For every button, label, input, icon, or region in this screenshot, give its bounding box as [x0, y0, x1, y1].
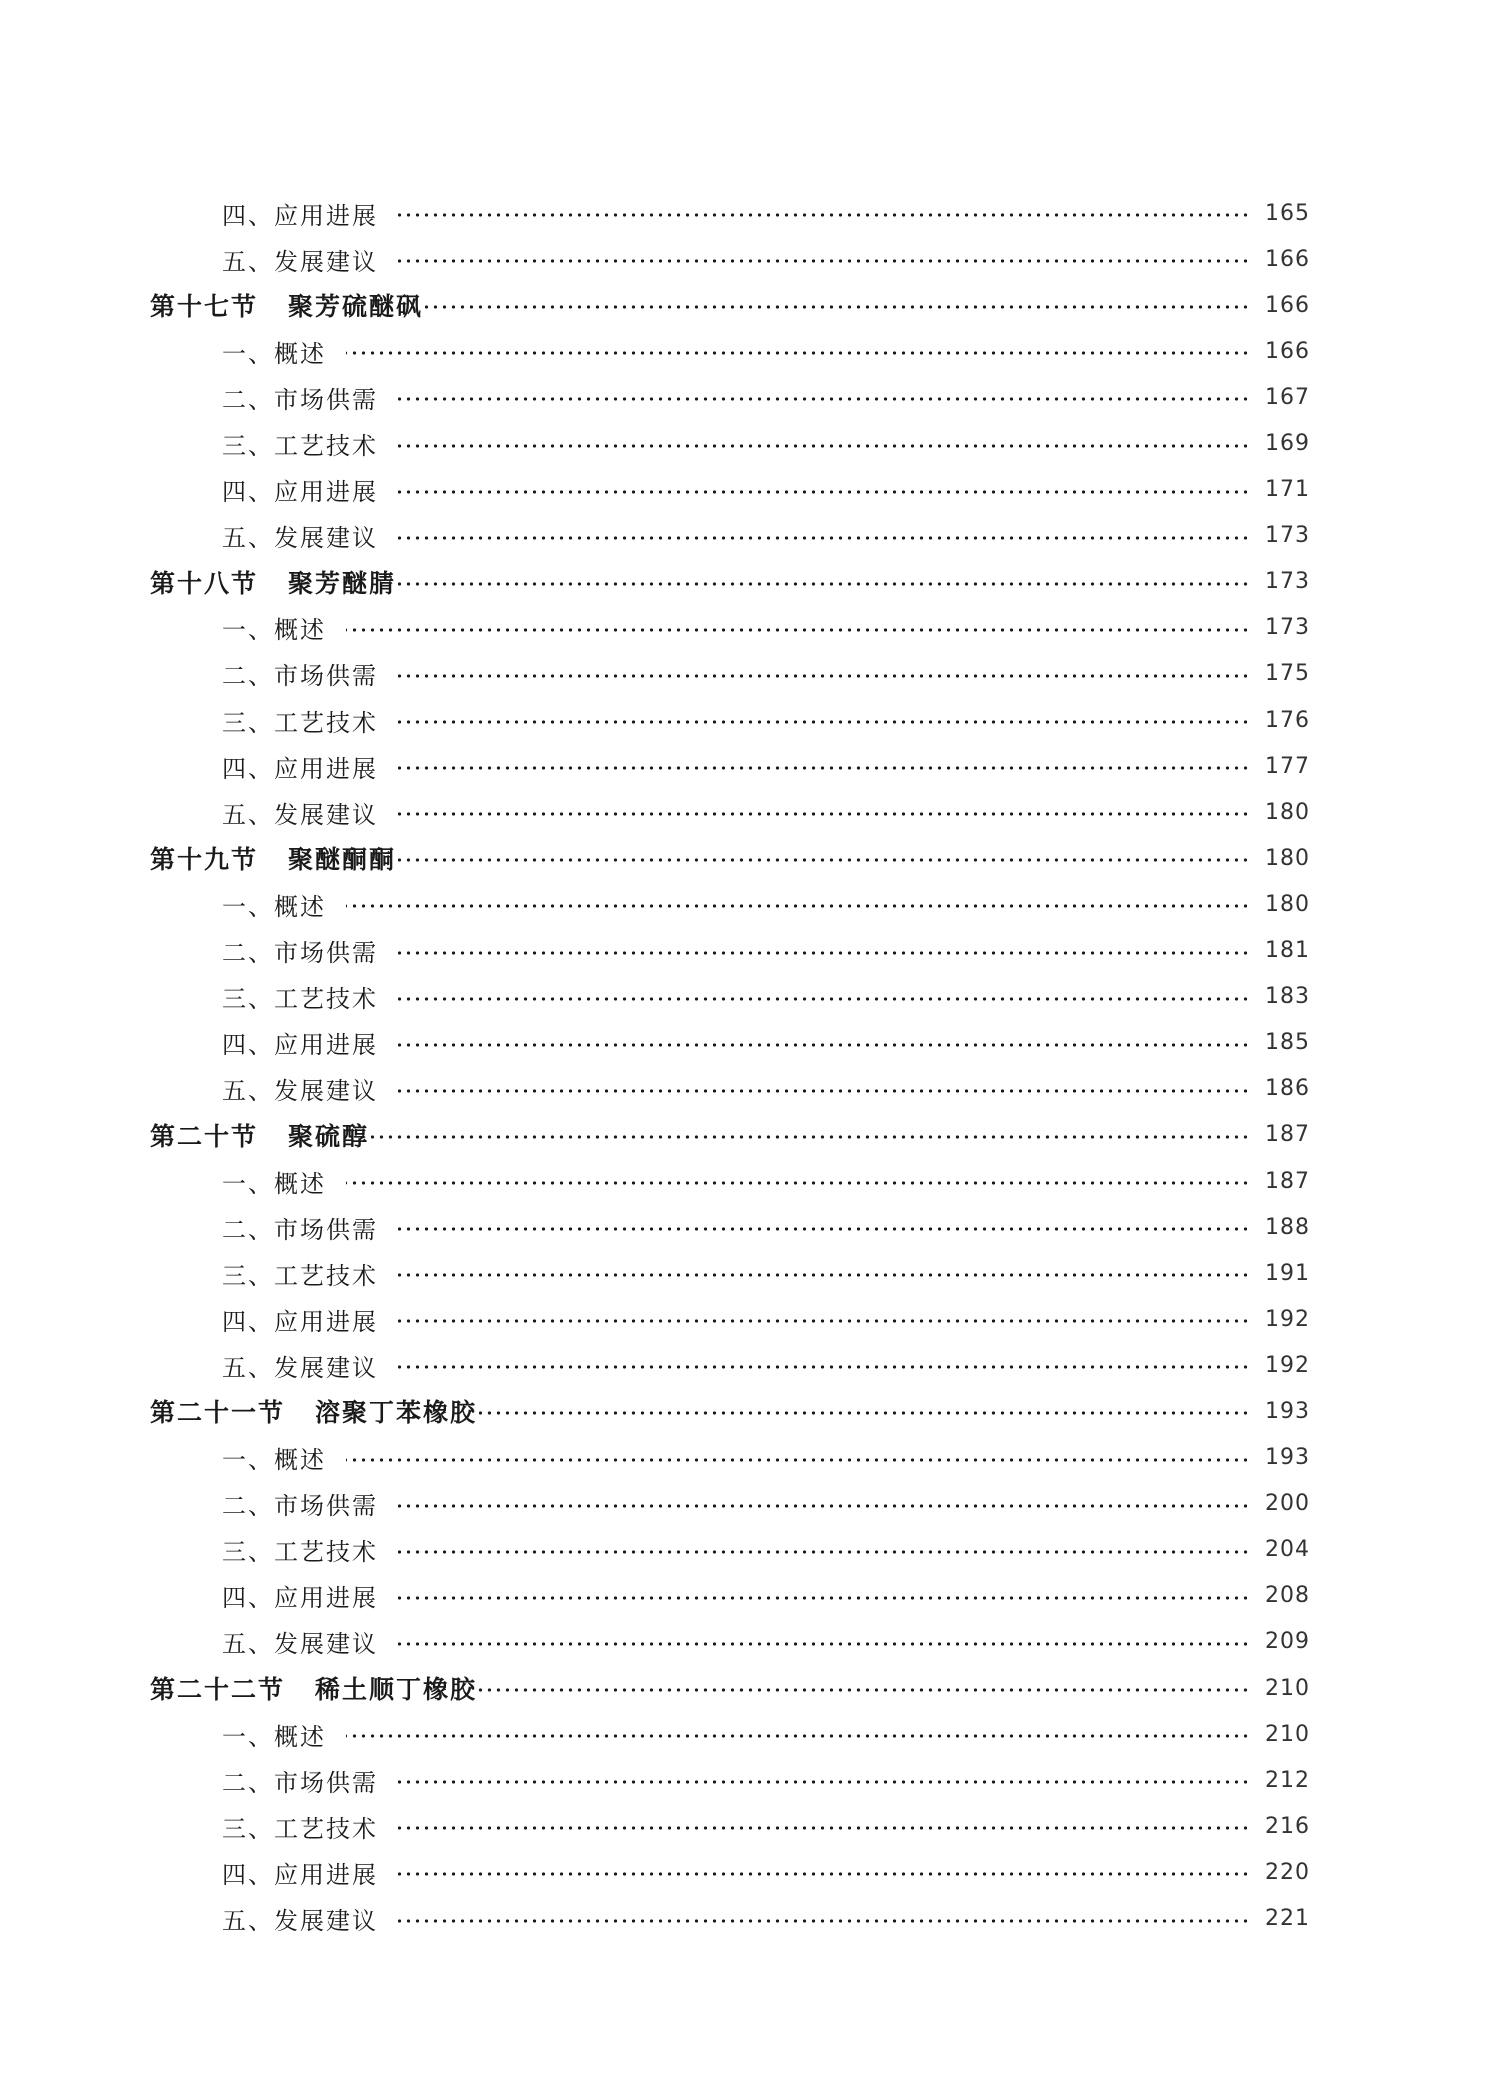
- dot-leader: [398, 996, 1250, 1002]
- dot-leader: [479, 1687, 1250, 1693]
- page-number: 210: [1265, 1721, 1310, 1747]
- dot-leader: [398, 719, 1250, 725]
- toc-subsection-entry[interactable]: [150, 1435, 1310, 1481]
- dot-leader: [398, 443, 1250, 449]
- toc-subsection-entry[interactable]: [150, 328, 1310, 374]
- dot-leader: [398, 581, 1250, 587]
- toc-subsection-entry[interactable]: [150, 1204, 1310, 1250]
- section-number: 第二十节: [150, 1121, 259, 1151]
- dot-leader: [398, 1272, 1250, 1278]
- toc-section-heading: [150, 1670, 477, 1706]
- page-number: 165: [1265, 200, 1310, 226]
- toc-subsection-label: 四、应用进展: [222, 1031, 378, 1060]
- toc-subsection-label: 三、工艺技术: [222, 1261, 378, 1290]
- toc-subsection-entry[interactable]: [150, 1066, 1310, 1112]
- page-number: 192: [1265, 1306, 1310, 1332]
- toc-section-heading: [150, 1393, 477, 1429]
- page-number: 176: [1265, 707, 1310, 733]
- section-title: 聚醚酮酮: [288, 845, 397, 875]
- toc-section-entry[interactable]: [150, 835, 1310, 881]
- toc-subsection-label: 五、发展建议: [222, 1353, 378, 1382]
- toc-section-heading: [150, 287, 423, 323]
- dot-leader: [398, 1871, 1250, 1877]
- dot-leader: [398, 1825, 1250, 1831]
- toc-subsection-entry[interactable]: [150, 190, 1310, 236]
- page-number: 180: [1265, 799, 1310, 825]
- toc-subsection-label: 四、应用进展: [222, 1584, 378, 1613]
- toc-subsection-label: 三、工艺技术: [222, 1814, 378, 1843]
- page-number: 209: [1265, 1629, 1310, 1655]
- page-number: 173: [1265, 569, 1310, 595]
- toc-subsection-label: 一、概述: [222, 1169, 326, 1198]
- page-number: 180: [1265, 845, 1310, 871]
- section-number: 第二十一节: [150, 1398, 286, 1428]
- toc-subsection-label: 二、市场供需: [222, 662, 378, 691]
- dot-leader: [398, 1779, 1250, 1785]
- dot-leader: [346, 350, 1250, 356]
- dot-leader: [398, 1088, 1250, 1094]
- toc-subsection-label: 五、发展建议: [222, 1630, 378, 1659]
- toc-subsection-label: 四、应用进展: [222, 201, 378, 230]
- page-number: 166: [1265, 292, 1310, 318]
- toc-subsection-label: 二、市场供需: [222, 1768, 378, 1797]
- page-number: 173: [1265, 523, 1310, 549]
- page-number: 208: [1265, 1583, 1310, 1609]
- dot-leader: [371, 1134, 1250, 1140]
- page-number: 220: [1265, 1859, 1310, 1885]
- toc-subsection-entry[interactable]: [150, 513, 1310, 559]
- toc-subsection-entry[interactable]: [150, 467, 1310, 513]
- dot-leader: [479, 1410, 1250, 1416]
- dot-leader: [398, 258, 1250, 264]
- page-number: 210: [1265, 1675, 1310, 1701]
- toc-subsection-label: 三、工艺技术: [222, 985, 378, 1014]
- dot-leader: [398, 396, 1250, 402]
- toc-section-heading: [150, 840, 396, 876]
- page-number: 181: [1265, 938, 1310, 964]
- toc-subsection-label: 四、应用进展: [222, 478, 378, 507]
- page-number: 191: [1265, 1260, 1310, 1286]
- toc-section-entry[interactable]: [150, 1665, 1310, 1711]
- dot-leader: [346, 627, 1250, 633]
- toc-subsection-entry[interactable]: [150, 1757, 1310, 1803]
- toc-subsection-label: 四、应用进展: [222, 754, 378, 783]
- toc-subsection-entry[interactable]: [150, 374, 1310, 420]
- dot-leader: [398, 857, 1250, 863]
- toc-subsection-entry[interactable]: [150, 743, 1310, 789]
- toc-subsection-label: 一、概述: [222, 339, 326, 368]
- toc-subsection-entry[interactable]: [150, 1895, 1310, 1941]
- page-number: 166: [1265, 338, 1310, 364]
- dot-leader: [346, 1733, 1250, 1739]
- toc-section-entry[interactable]: [150, 1112, 1310, 1158]
- section-number: 第十九节: [150, 845, 259, 875]
- dot-leader: [398, 673, 1250, 679]
- dot-leader: [398, 1595, 1250, 1601]
- toc-subsection-label: 二、市场供需: [222, 385, 378, 414]
- toc-subsection-label: 四、应用进展: [222, 1307, 378, 1336]
- toc-subsection-label: 五、发展建议: [222, 1907, 378, 1936]
- toc-subsection-entry[interactable]: [150, 1481, 1310, 1527]
- toc-subsection-label: 四、应用进展: [222, 1860, 378, 1889]
- dot-leader: [398, 212, 1250, 218]
- dot-leader: [398, 1318, 1250, 1324]
- toc-subsection-entry[interactable]: [150, 236, 1310, 282]
- toc-subsection-label: 二、市场供需: [222, 939, 378, 968]
- toc-subsection-label: 五、发展建议: [222, 1077, 378, 1106]
- page-number: 200: [1265, 1491, 1310, 1517]
- toc-subsection-entry[interactable]: [150, 420, 1310, 466]
- page-number: 183: [1265, 984, 1310, 1010]
- toc-section-heading: [150, 564, 396, 600]
- toc-subsection-entry[interactable]: [150, 1158, 1310, 1204]
- page-number: 193: [1265, 1445, 1310, 1471]
- toc-subsection-entry[interactable]: [150, 1020, 1310, 1066]
- page-number: 212: [1265, 1767, 1310, 1793]
- dot-leader: [398, 489, 1250, 495]
- toc-subsection-label: 五、发展建议: [222, 247, 378, 276]
- dot-leader: [398, 1503, 1250, 1509]
- dot-leader: [398, 1549, 1250, 1555]
- toc-subsection-label: 一、概述: [222, 892, 326, 921]
- page-number: 166: [1265, 246, 1310, 272]
- dot-leader: [398, 1042, 1250, 1048]
- toc-subsection-label: 一、概述: [222, 1722, 326, 1751]
- page-number: 187: [1265, 1168, 1310, 1194]
- toc-subsection-label: 三、工艺技术: [222, 432, 378, 461]
- section-number: 第二十二节: [150, 1675, 286, 1705]
- page-number: 192: [1265, 1352, 1310, 1378]
- dot-leader: [398, 1364, 1250, 1370]
- toc-subsection-entry[interactable]: [150, 1527, 1310, 1573]
- section-title: 溶聚丁苯橡胶: [315, 1398, 478, 1428]
- section-title: 聚芳醚腈: [288, 568, 397, 598]
- page-number: 221: [1265, 1906, 1310, 1932]
- section-title: 聚硫醇: [288, 1121, 370, 1151]
- page-number: 216: [1265, 1813, 1310, 1839]
- toc-subsection-entry[interactable]: [150, 605, 1310, 651]
- toc-subsection-entry[interactable]: [150, 974, 1310, 1020]
- dot-leader: [398, 765, 1250, 771]
- section-title: 聚芳硫醚砜: [288, 292, 424, 322]
- page-number: 186: [1265, 1076, 1310, 1102]
- toc-subsection-entry[interactable]: [150, 1619, 1310, 1665]
- dot-leader: [398, 1226, 1250, 1232]
- toc-subsection-label: 三、工艺技术: [222, 1538, 378, 1567]
- page-number: 177: [1265, 753, 1310, 779]
- toc-subsection-label: 三、工艺技术: [222, 708, 378, 737]
- page-number: 173: [1265, 615, 1310, 641]
- page-number: 167: [1265, 384, 1310, 410]
- toc-subsection-entry[interactable]: [150, 1711, 1310, 1757]
- toc-subsection-entry[interactable]: [150, 1250, 1310, 1296]
- toc-subsection-entry[interactable]: [150, 928, 1310, 974]
- dot-leader: [398, 811, 1250, 817]
- toc-section-entry[interactable]: [150, 559, 1310, 605]
- toc-subsection-entry[interactable]: [150, 1296, 1310, 1342]
- dot-leader: [425, 304, 1250, 310]
- toc-section-heading: [150, 1117, 369, 1153]
- dot-leader: [398, 535, 1250, 541]
- toc-subsection-label: 二、市场供需: [222, 1215, 378, 1244]
- section-number: 第十七节: [150, 292, 259, 322]
- toc-subsection-label: 一、概述: [222, 1446, 326, 1475]
- page-number: 171: [1265, 477, 1310, 503]
- toc-subsection-entry[interactable]: [150, 1342, 1310, 1388]
- dot-leader: [346, 1180, 1250, 1186]
- toc-subsection-label: 二、市场供需: [222, 1492, 378, 1521]
- dot-leader: [398, 950, 1250, 956]
- toc-subsection-entry[interactable]: [150, 1803, 1310, 1849]
- page-number: 185: [1265, 1030, 1310, 1056]
- page-number: 187: [1265, 1122, 1310, 1148]
- toc-subsection-label: 五、发展建议: [222, 800, 378, 829]
- table-of-contents: [150, 190, 1310, 1942]
- dot-leader: [398, 1918, 1250, 1924]
- toc-subsection-entry[interactable]: [150, 697, 1310, 743]
- dot-leader: [398, 1641, 1250, 1647]
- dot-leader: [346, 903, 1250, 909]
- page-number: 180: [1265, 891, 1310, 917]
- section-number: 第十八节: [150, 568, 259, 598]
- page-number: 193: [1265, 1398, 1310, 1424]
- page-number: 169: [1265, 431, 1310, 457]
- toc-subsection-label: 五、发展建议: [222, 524, 378, 553]
- toc-subsection-entry[interactable]: [150, 789, 1310, 835]
- dot-leader: [346, 1457, 1250, 1463]
- toc-section-entry[interactable]: [150, 282, 1310, 328]
- toc-subsection-entry[interactable]: [150, 1573, 1310, 1619]
- toc-section-entry[interactable]: [150, 1388, 1310, 1434]
- page-number: 188: [1265, 1214, 1310, 1240]
- toc-subsection-entry[interactable]: [150, 651, 1310, 697]
- page-number: 175: [1265, 661, 1310, 687]
- section-title: 稀土顺丁橡胶: [315, 1675, 478, 1705]
- toc-subsection-entry[interactable]: [150, 1849, 1310, 1895]
- toc-subsection-entry[interactable]: [150, 881, 1310, 927]
- page-number: 204: [1265, 1537, 1310, 1563]
- toc-subsection-label: 一、概述: [222, 616, 326, 645]
